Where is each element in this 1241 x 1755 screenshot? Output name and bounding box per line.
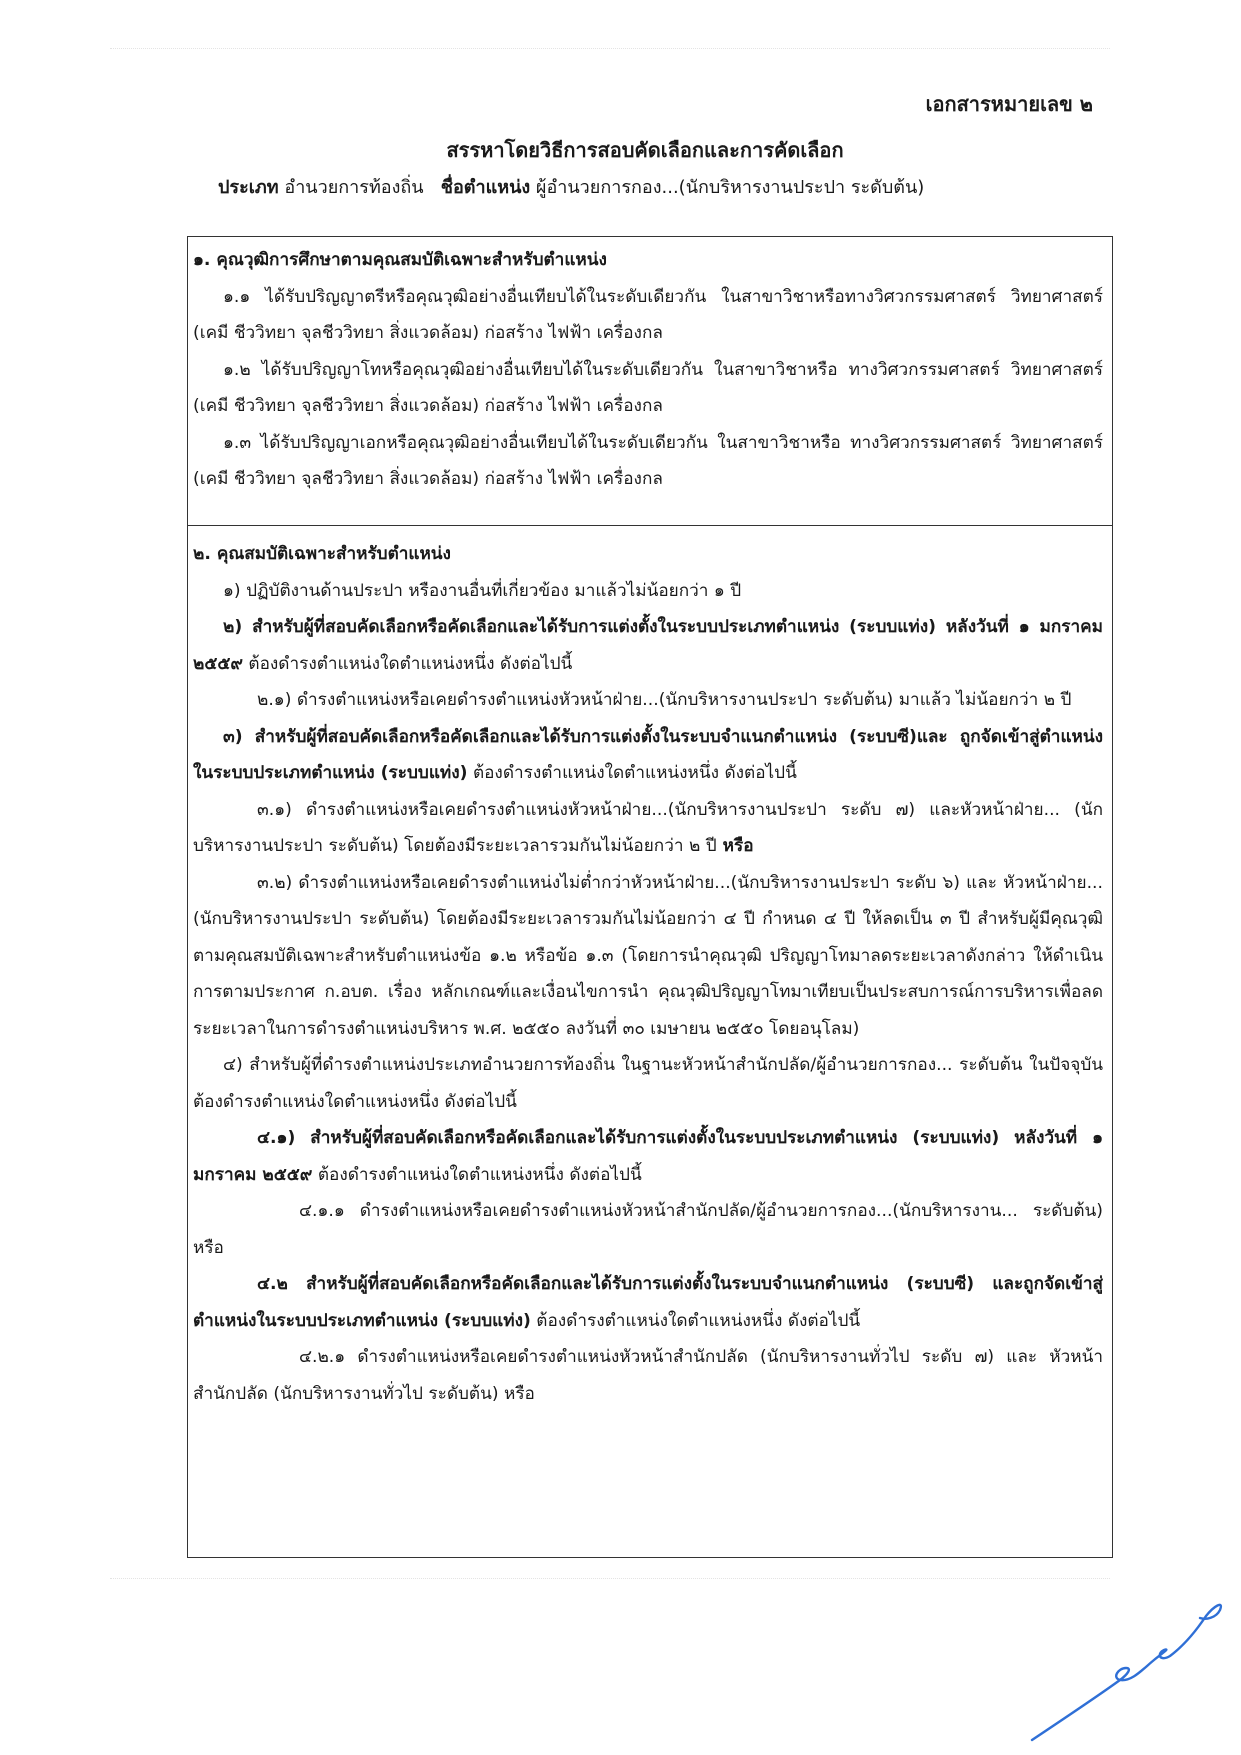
qualification-2-1: ๒.๑) ดำรงตำแหน่งหรือเคยดำรงตำแหน่งหัวหน้าฝ่าย...(นักบริหารงานประปา ระดับต้น) มาแล้ว ไม่น้อยกว่า ๒ ปี xyxy=(257,690,1072,710)
qualification-1: ๑) ปฏิบัติงานด้านประปา หรืองานอื่นที่เกี่ยวข้อง มาแล้วไม่น้อยกว่า ๑ ปี xyxy=(223,580,742,601)
qualification-3-bold: ๓) สำหรับผู้ที่สอบคัดเลือกหรือคัดเลือกและได้รับการแต่งตั้งในระบบจำแนกตำแหน่ง (ระบบซี)และ ถูกจัดเข้าสู่ตำแหน่งในระบบประเภทตำแหน่ง (ระบบแท่ง) xyxy=(193,726,1103,783)
qualification-3 xyxy=(193,719,1103,792)
qualification-4-2-1: ๔.๒.๑ ดำรงตำแหน่งหรือเคยดำรงตำแหน่งหัวหน้าสำนักปลัด (นักบริหารงานทั่วไป ระดับ ๗) และ หัวหน้าสำนักปลัด (นักบริหารงานทั่วไป ระดับต้น) หรือ xyxy=(193,1347,1103,1404)
page-title: สรรหาโดยวิธีการสอบคัดเลือกและการคัดเลือก xyxy=(446,138,844,162)
signature-icon xyxy=(1028,1588,1228,1748)
position-label: ชื่อตำแหน่ง xyxy=(440,177,531,198)
qualification-4-2-bold: ๔.๒ สำหรับผู้ที่สอบคัดเลือกหรือคัดเลือกและได้รับการแต่งตั้งในระบบจำแนกตำแหน่ง (ระบบซี) และถูกจัดเข้าสู่ตำแหน่งในระบบประเภทตำแหน่ง (ระบบแท่ง) xyxy=(193,1274,1103,1331)
section-education xyxy=(193,242,1103,498)
document-number: เอกสารหมายเลข ๒ xyxy=(925,92,1093,116)
section1-heading: ๑. คุณวุฒิการศึกษาตามคุณสมบัติเฉพาะสำหรับตำแหน่ง xyxy=(193,250,607,270)
section-qualifications xyxy=(193,536,1103,1412)
qualification-2 xyxy=(193,609,1103,682)
qualification-2-bold: ๒) สำหรับผู้ที่สอบคัดเลือกหรือคัดเลือกและได้รับการแต่งตั้งในระบบประเภทตำแหน่ง (ระบบแท่ง) หลังวันที่ ๑ มกราคม ๒๕๕๙ xyxy=(193,617,1103,674)
page-subtitle xyxy=(218,172,1038,201)
qualification-3-2: ๓.๒) ดำรงตำแหน่งหรือเคยดำรงตำแหน่งไม่ต่ำกว่าหัวหน้าฝ่าย...(นักบริหารงานประปา ระดับ ๖) และ หัวหน้าฝ่าย...(นักบริหารงานประปา ระดับต้น) โดยต้องมีระยะเวลารวมกันไม่น้อยกว่า ๔ ปี กำหนด ๔ ปี ให้ลดเป็น ๓ ปี สำหรับผู้มีคุณวุฒิตามคุณสมบัติเฉพาะสำหรับตำแหน่งข้อ ๑.๒ หรือข้อ ๑.๓ (โดยการนำคุณวุฒิ ปริญญาโทมาลดระยะเวลาดังกล่าว ให้ดำเนินการตามประกาศ ก.อบต. เรื่อง หลักเกณฑ์และเงื่อนไขการนำ คุณวุฒิปริญญาโทมาเทียบเป็นประสบการณ์การบริหารเพื่อลดระยะเวลาในการดำรงตำแหน่งบริหาร พ.ศ. ๒๕๕๐ ลงวันที่ ๓๐ เมษายน ๒๕๕๐ โดยอนุโลม) xyxy=(193,872,1103,1039)
education-item-1-1: ๑.๑ ได้รับปริญญาตรีหรือคุณวุฒิอย่างอื่นเทียบได้ในระดับเดียวกัน ในสาขาวิชาหรือทางวิศวกรรมศาสตร์ วิทยาศาสตร์ (เคมี ชีววิทยา จุลชีววิทยา สิ่งแวดล้อม) ก่อสร้าง ไฟฟ้า เครื่องกล xyxy=(193,286,1103,343)
qualification-4-1-1: ๔.๑.๑ ดำรงตำแหน่งหรือเคยดำรงตำแหน่งหัวหน้าสำนักปลัด/ผู้อำนวยการกอง...(นักบริหารงาน... ระดับต้น) หรือ xyxy=(193,1201,1103,1258)
qualification-3-rest: ต้องดำรงตำแหน่งใดตำแหน่งหนึ่ง ดังต่อไปนี้ xyxy=(467,763,797,783)
type-label: ประเภท xyxy=(218,177,279,198)
qualification-4-2 xyxy=(193,1266,1103,1339)
qualification-4: ๔) สำหรับผู้ที่ดำรงตำแหน่งประเภทอำนวยการท้องถิ่น ในฐานะหัวหน้าสำนักปลัด/ผู้อำนวยการกอง... ระดับต้น ในปัจจุบัน ต้องดำรงตำแหน่งใดตำแหน่งหนึ่ง ดังต่อไปนี้ xyxy=(193,1055,1103,1112)
position-value: ผู้อำนวยการกอง...(นักบริหารงานประปา ระดับต้น) xyxy=(535,177,925,198)
qualification-3-1 xyxy=(193,792,1103,865)
scan-artifact-top xyxy=(110,48,1110,49)
education-item-1-3: ๑.๓ ได้รับปริญญาเอกหรือคุณวุฒิอย่างอื่นเทียบได้ในระดับเดียวกัน ในสาขาวิชาหรือ ทางวิศวกรรมศาสตร์ วิทยาศาสตร์ (เคมี ชีววิทยา จุลชีววิทยา สิ่งแวดล้อม) ก่อสร้าง ไฟฟ้า เครื่องกล xyxy=(193,432,1103,489)
qualification-3-1-text: ๓.๑) ดำรงตำแหน่งหรือเคยดำรงตำแหน่งหัวหน้าฝ่าย...(นักบริหารงานประปา ระดับ ๗) และหัวหน้าฝ่าย... (นักบริหารงานประปา ระดับต้น) โดยต้องมีระยะเวลารวมกันไม่น้อยกว่า ๒ ปี xyxy=(193,799,1103,856)
qualification-3-1-or: หรือ xyxy=(716,836,754,856)
section-divider xyxy=(187,525,1113,526)
section2-heading: ๒. คุณสมบัติเฉพาะสำหรับตำแหน่ง xyxy=(193,544,451,564)
qualification-4-1-bold: ๔.๑) สำหรับผู้ที่สอบคัดเลือกหรือคัดเลือกและได้รับการแต่งตั้งในระบบประเภทตำแหน่ง (ระบบแท่ง) หลังวันที่ ๑ มกราคม ๒๕๕๙ xyxy=(193,1128,1103,1185)
qualification-4-2-rest: ต้องดำรงตำแหน่งใดตำแหน่งหนึ่ง ดังต่อไปนี้ xyxy=(530,1310,861,1331)
qualification-2-rest: ต้องดำรงตำแหน่งใดตำแหน่งหนึ่ง ดังต่อไปนี้ xyxy=(242,653,573,674)
education-item-1-2: ๑.๒ ได้รับปริญญาโทหรือคุณวุฒิอย่างอื่นเทียบได้ในระดับเดียวกัน ในสาขาวิชาหรือ ทางวิศวกรรมศาสตร์ วิทยาศาสตร์ (เคมี ชีววิทยา จุลชีววิทยา สิ่งแวดล้อม) ก่อสร้าง ไฟฟ้า เครื่องกล xyxy=(193,359,1103,416)
type-value: อำนวยการท้องถิ่น xyxy=(284,177,424,198)
qualification-4-1 xyxy=(193,1120,1103,1193)
scan-artifact-bottom xyxy=(110,1578,1110,1579)
qualification-4-1-rest: ต้องดำรงตำแหน่งใดตำแหน่งหนึ่ง ดังต่อไปนี้ xyxy=(312,1164,642,1185)
